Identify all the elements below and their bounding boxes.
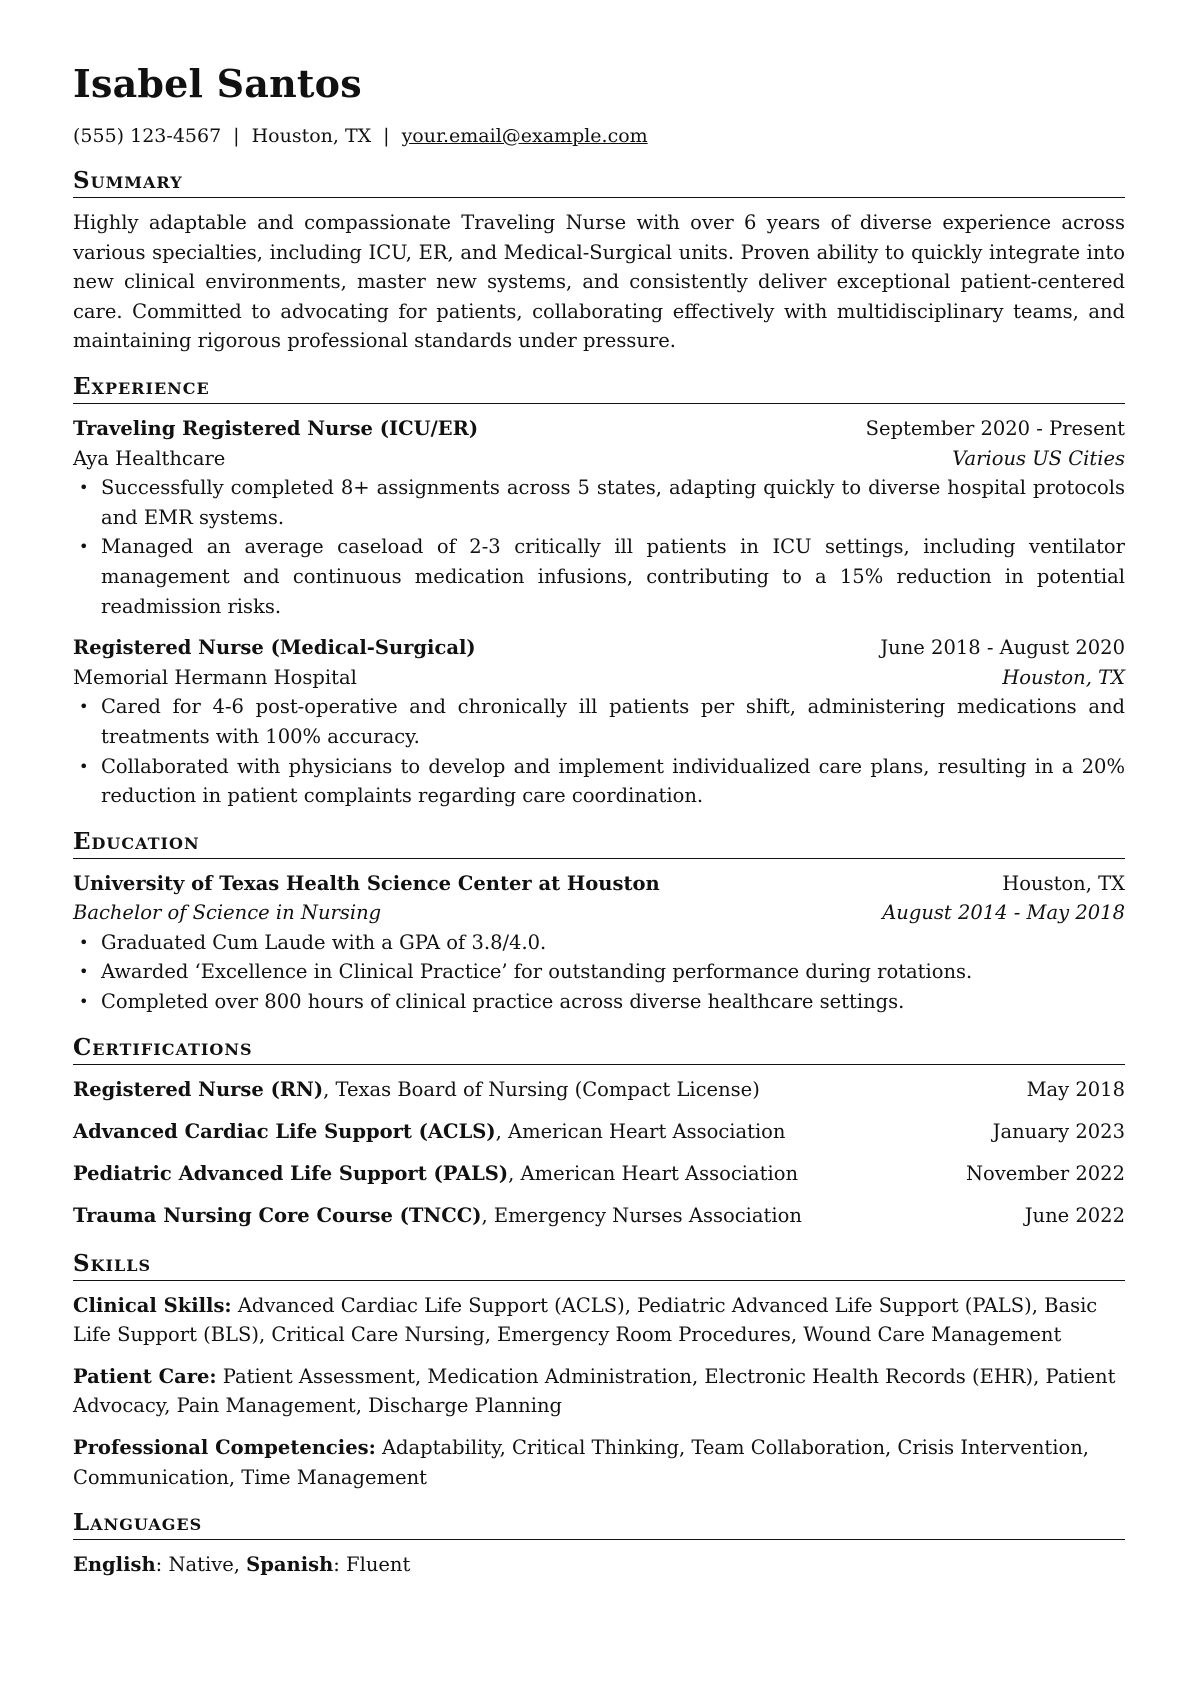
list-item: • Cared for 4-6 post-operative and chronically ill patients per shift, administering medications and treatments with 100% accuracy. xyxy=(73,692,1125,751)
job-bullets xyxy=(73,692,1125,810)
certification-row xyxy=(73,1199,1125,1233)
certification-date: November 2022 xyxy=(965,1161,1125,1185)
language-level: Native xyxy=(168,1553,234,1577)
section-title-certifications: Certifications xyxy=(73,1033,1125,1065)
job-header xyxy=(73,633,1125,663)
degree: Bachelor of Science in Nursing xyxy=(73,901,382,925)
certification-list xyxy=(73,1073,1125,1233)
job-company: Memorial Hermann Hospital xyxy=(73,665,357,689)
skill-group-label: Professional Competencies: xyxy=(73,1436,376,1460)
certification-issuer: , American Heart Association xyxy=(508,1161,799,1185)
contact-separator: | xyxy=(383,125,390,147)
job-role: Registered Nurse (Medical-Surgical) xyxy=(73,636,476,660)
job-location: Houston, TX xyxy=(1002,665,1125,689)
skill-group-text: Adaptability, Critical Thinking, Team Collaboration, Crisis Intervention, Communication, Time Management xyxy=(73,1436,1089,1489)
languages-line xyxy=(73,1550,1125,1580)
language-level: Fluent xyxy=(346,1553,411,1577)
certification-title xyxy=(73,1199,802,1233)
language-name: Spanish xyxy=(246,1553,334,1577)
language-separator: : xyxy=(333,1553,347,1577)
job-location: Various US Cities xyxy=(952,446,1125,470)
contact-separator: | xyxy=(233,125,240,147)
certification-date: June 2022 xyxy=(1024,1203,1125,1227)
education-entry xyxy=(73,869,1125,1017)
list-item: • Awarded ‘Excellence in Clinical Practice’ for outstanding performance during rotations. xyxy=(73,957,1125,987)
skill-group-text: Patient Assessment, Medication Administration, Electronic Health Records (EHR), Patient Advocacy, Pain Management, Discharge Planning xyxy=(73,1364,1116,1418)
language-separator: : xyxy=(155,1553,169,1577)
education-subheader xyxy=(73,898,1125,928)
job-role: Traveling Registered Nurse (ICU/ER) xyxy=(73,416,479,440)
skill-group-text: Advanced Cardiac Life Support (ACLS), Pediatric Advanced Life Support (PALS), Basic Life Support (BLS), Critical Care Nursing, Emergency Room Procedures, Wound Care Management xyxy=(73,1293,1098,1347)
certification-row xyxy=(73,1073,1125,1107)
list-item: • Completed over 800 hours of clinical practice across diverse healthcare settings. xyxy=(73,987,1125,1017)
certification-row xyxy=(73,1157,1125,1191)
certification-issuer: , Texas Board of Nursing (Compact License) xyxy=(323,1077,760,1101)
certification-issuer: , Emergency Nurses Association xyxy=(481,1203,802,1227)
school-name: University of Texas Health Science Center at Houston xyxy=(73,871,660,895)
certification-issuer: , American Heart Association xyxy=(495,1119,786,1143)
education-dates: August 2014 - May 2018 xyxy=(882,901,1125,925)
list-item: • Graduated Cum Laude with a GPA of 3.8/4.0. xyxy=(73,928,1125,958)
job-entry xyxy=(73,633,1125,811)
job-dates: September 2020 - Present xyxy=(865,416,1125,440)
certification-title xyxy=(73,1157,798,1191)
job-header xyxy=(73,414,1125,444)
certification-name: Registered Nurse (RN) xyxy=(73,1077,324,1101)
certification-date: May 2018 xyxy=(1026,1077,1125,1101)
language-name: English xyxy=(73,1553,156,1577)
skill-group xyxy=(73,1362,1125,1421)
skill-group xyxy=(73,1433,1125,1492)
skill-group xyxy=(73,1291,1125,1350)
job-bullets xyxy=(73,473,1125,621)
resume-page xyxy=(73,58,1125,1580)
job-subheader xyxy=(73,663,1125,693)
candidate-name: Isabel Santos xyxy=(73,61,362,106)
summary-text: Highly adaptable and compassionate Traveling Nurse with over 6 years of diverse experience across various specialties, including ICU, ER, and Medical-Surgical units. Proven ability to quickly integrate into new clinical environments, master new systems, and consistently deliver exceptional patient-centered care. Committed to advocating for patients, collaborating effectively with multidisciplinary teams, and maintaining rigorous professional standards under pressure. xyxy=(73,211,1125,353)
section-title-skills: Skills xyxy=(73,1249,1125,1281)
certification-row xyxy=(73,1115,1125,1149)
certification-title xyxy=(73,1115,786,1149)
section-title-education: Education xyxy=(73,827,1125,859)
education-bullets xyxy=(73,928,1125,1017)
list-item: • Managed an average caseload of 2-3 critically ill patients in ICU settings, including ventilator management and continuous medication infusions, contributing to a 15% reduction in potential readmission risks. xyxy=(73,532,1125,621)
certification-name: Pediatric Advanced Life Support (PALS) xyxy=(73,1161,509,1185)
certification-name: Advanced Cardiac Life Support (ACLS) xyxy=(73,1119,496,1143)
school-location: Houston, TX xyxy=(1002,871,1125,895)
phone-number: (555) 123-4567 xyxy=(73,125,222,147)
job-company: Aya Healthcare xyxy=(73,446,226,470)
language-trail: , xyxy=(233,1553,247,1577)
job-entry xyxy=(73,414,1125,621)
contact-line xyxy=(73,122,1125,150)
list-item: • Successfully completed 8+ assignments across 5 states, adapting quickly to diverse hospital protocols and EMR systems. xyxy=(73,473,1125,532)
email-link[interactable]: your.email@example.com xyxy=(401,125,648,147)
certification-title xyxy=(73,1073,760,1107)
job-subheader xyxy=(73,444,1125,474)
list-item: • Collaborated with physicians to develop and implement individualized care plans, resulting in a 20% reduction in patient complaints regarding care coordination. xyxy=(73,752,1125,811)
section-title-summary: Summary xyxy=(73,166,1125,198)
job-dates: June 2018 - August 2020 xyxy=(880,636,1125,660)
education-header xyxy=(73,869,1125,899)
skill-group-label: Clinical Skills: xyxy=(73,1293,232,1317)
location: Houston, TX xyxy=(251,125,372,147)
certification-name: Trauma Nursing Core Course (TNCC) xyxy=(73,1203,482,1227)
skill-group-label: Patient Care: xyxy=(73,1364,217,1388)
certification-date: January 2023 xyxy=(992,1119,1125,1143)
section-title-experience: Experience xyxy=(73,372,1125,404)
section-title-languages: Languages xyxy=(73,1508,1125,1540)
